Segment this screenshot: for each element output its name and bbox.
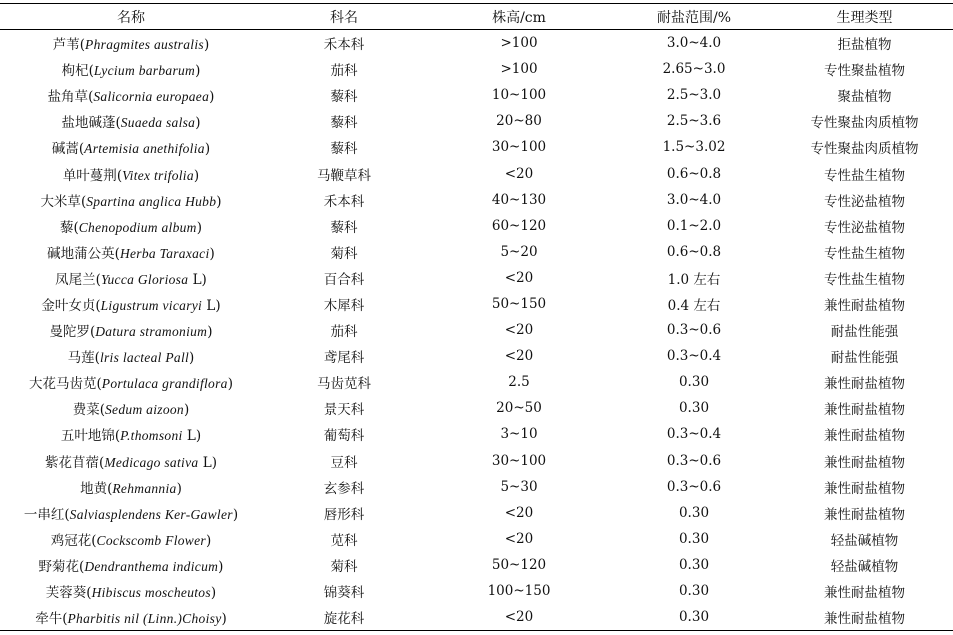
table-row xyxy=(0,239,953,265)
plant-latin-suffix: L xyxy=(198,454,212,471)
cell-height: 10~100 xyxy=(491,87,547,104)
header-row xyxy=(0,4,953,30)
plant-chinese-name: 盐角草 xyxy=(47,89,89,106)
plant-latin-name: Herba Taraxaci xyxy=(119,245,210,261)
cell-family: 禾本科 xyxy=(323,37,365,54)
cell-plant-name xyxy=(0,343,262,369)
plant-latin-name: Medicago sativa xyxy=(104,454,199,470)
cell-physiological-type: 专性聚盐肉质植物 xyxy=(810,115,919,132)
plant-chinese-name: 芙蓉葵 xyxy=(45,585,87,602)
cell-physiological-type: 兼性耐盐植物 xyxy=(824,454,905,471)
cell-physiological-type: 兼性耐盐植物 xyxy=(824,402,905,419)
table-body xyxy=(0,30,953,631)
table-row xyxy=(0,82,953,108)
cell-salt-range: 1.5~3.02 xyxy=(662,139,726,156)
cell-physiological-type: 兼性耐盐植物 xyxy=(824,611,905,628)
plant-latin-name: Salicornia europaea xyxy=(93,89,210,105)
plant-chinese-name: 大花马齿苋 xyxy=(29,376,97,393)
paren-open: ( xyxy=(99,454,105,471)
cell-salt-range: 3.0~4.0 xyxy=(666,191,722,208)
plant-chinese-name: 枸杞 xyxy=(61,63,89,80)
cell-physiological-type: 耐盐性能强 xyxy=(830,324,899,341)
cell-salt-range: 0.3~0.6 xyxy=(666,322,722,339)
cell-family: 藜科 xyxy=(330,219,358,236)
table-row xyxy=(0,265,953,291)
table-row xyxy=(0,187,953,213)
cell-family: 藜科 xyxy=(330,115,358,132)
table-row xyxy=(0,578,953,604)
table-row xyxy=(0,160,953,186)
cell-height: 30~100 xyxy=(491,139,547,156)
cell-family: 木犀科 xyxy=(323,297,365,314)
plant-chinese-name: 碱蒿 xyxy=(51,141,79,158)
table-row xyxy=(0,343,953,369)
cell-height: 30~100 xyxy=(491,452,547,469)
paren-close: ) xyxy=(201,271,207,288)
plant-chinese-name: 金叶女贞 xyxy=(41,297,96,314)
plant-chinese-name: 大米草 xyxy=(40,193,81,210)
cell-physiological-type: 拒盐植物 xyxy=(837,37,892,54)
plant-table-container xyxy=(0,3,953,631)
cell-family: 玄参科 xyxy=(323,480,365,497)
plant-chinese-name: 凤尾兰 xyxy=(55,271,96,288)
header-family: 科名 xyxy=(330,9,358,26)
cell-family: 葡萄科 xyxy=(323,428,365,445)
cell-salt-range: 0.3~0.6 xyxy=(666,452,722,469)
plant-chinese-name: 单叶蔓荆 xyxy=(62,167,117,184)
paren-close: ) xyxy=(183,402,190,419)
paren-open: ( xyxy=(114,245,120,262)
cell-family: 百合科 xyxy=(323,271,365,288)
cell-family: 茄科 xyxy=(330,63,358,80)
cell-height: 2.5 xyxy=(508,374,530,391)
cell-height: 100~150 xyxy=(487,583,551,600)
cell-height: 5~20 xyxy=(500,243,538,260)
paren-close: ) xyxy=(176,480,182,497)
plant-latin-name: Cockscomb Flower xyxy=(96,532,206,548)
cell-physiological-type: 专性泌盐植物 xyxy=(824,219,905,236)
cell-family: 茄科 xyxy=(330,324,358,341)
cell-physiological-type: 轻盐碱植物 xyxy=(830,532,899,549)
header-height: 株高/cm xyxy=(492,9,546,26)
cell-plant-name xyxy=(0,187,262,213)
plant-latin-name: Hibiscus moscheutos xyxy=(91,585,211,601)
paren-close: ) xyxy=(209,245,215,262)
plant-chinese-name: 紫花苜蓿 xyxy=(45,454,100,471)
cell-salt-range: 2.65~3.0 xyxy=(662,61,726,78)
paren-open: ( xyxy=(89,324,96,341)
cell-height: <20 xyxy=(504,269,534,286)
paren-open: ( xyxy=(95,297,101,314)
cell-physiological-type: 专性盐生植物 xyxy=(824,271,905,288)
cell-salt-range: 0.4 左右 xyxy=(667,297,721,314)
cell-family: 藜科 xyxy=(330,89,358,106)
paren-close: ) xyxy=(216,193,222,210)
paren-open: ( xyxy=(96,376,102,393)
paren-open: ( xyxy=(86,585,92,602)
cell-physiological-type: 兼性耐盐植物 xyxy=(824,506,905,523)
cell-family: 马鞭草科 xyxy=(317,167,371,184)
plant-chinese-name: 牵牛 xyxy=(35,611,63,628)
paren-open: ( xyxy=(79,37,86,54)
cell-salt-range: 0.30 xyxy=(678,504,710,521)
paren-open: ( xyxy=(116,167,123,184)
paren-open: ( xyxy=(78,141,85,158)
plant-chinese-name: 曼陀罗 xyxy=(49,324,90,341)
cell-physiological-type: 专性聚盐肉质植物 xyxy=(810,141,919,158)
cell-family: 唇形科 xyxy=(323,506,365,523)
cell-physiological-type: 兼性耐盐植物 xyxy=(824,480,905,497)
plant-latin-name: Datura stramonium xyxy=(95,324,208,340)
plant-latin-name: Ligustrum vicaryi xyxy=(100,297,203,313)
cell-physiological-type: 专性盐生植物 xyxy=(824,245,905,262)
cell-plant-name xyxy=(0,474,262,500)
table-row xyxy=(0,604,953,631)
cell-plant-name xyxy=(0,108,262,134)
table-row xyxy=(0,552,953,578)
cell-family: 藜科 xyxy=(330,141,358,158)
paren-close: ) xyxy=(215,297,221,314)
paren-open: ( xyxy=(64,506,70,523)
cell-salt-range: 1.0 左右 xyxy=(667,271,721,288)
paren-close: ) xyxy=(189,350,195,367)
table-row xyxy=(0,291,953,317)
cell-height: <20 xyxy=(504,165,534,182)
plant-chinese-name: 费菜 xyxy=(72,402,100,419)
table-row xyxy=(0,448,953,474)
cell-family: 马齿苋科 xyxy=(317,376,371,393)
header-physiological-type: 生理类型 xyxy=(836,9,893,26)
cell-plant-name xyxy=(0,421,262,447)
table-row xyxy=(0,369,953,395)
table-row xyxy=(0,395,953,421)
plant-chinese-name: 碱地蒲公英 xyxy=(47,245,115,262)
paren-open: ( xyxy=(94,350,100,367)
cell-height: <20 xyxy=(504,348,534,365)
paren-close: ) xyxy=(209,89,215,106)
cell-physiological-type: 专性盐生植物 xyxy=(824,167,905,184)
cell-height: <20 xyxy=(504,609,534,626)
paren-close: ) xyxy=(195,63,201,80)
cell-family: 菊科 xyxy=(330,558,358,575)
cell-physiological-type: 聚盐植物 xyxy=(837,89,892,106)
plant-latin-name: Phragmites australis xyxy=(85,37,204,53)
cell-physiological-type: 兼性耐盐植物 xyxy=(824,428,905,445)
table-row xyxy=(0,526,953,552)
paren-close: ) xyxy=(221,611,227,628)
table-row xyxy=(0,213,953,239)
cell-salt-range: 2.5~3.6 xyxy=(666,113,722,130)
plant-latin-suffix: L xyxy=(202,297,216,314)
cell-plant-name xyxy=(0,369,262,395)
cell-family: 鸢尾科 xyxy=(323,350,365,367)
cell-salt-range: 0.3~0.6 xyxy=(666,478,722,495)
header-name: 名称 xyxy=(117,9,145,26)
paren-open: ( xyxy=(107,480,113,497)
paren-close: ) xyxy=(232,506,239,523)
cell-height: 50~150 xyxy=(491,295,547,312)
paren-open: ( xyxy=(114,428,121,445)
cell-plant-name xyxy=(0,604,262,631)
plant-latin-name: Dendranthema indicum xyxy=(84,558,219,574)
cell-plant-name xyxy=(0,160,262,186)
cell-salt-range: 0.30 xyxy=(678,374,710,391)
paren-close: ) xyxy=(195,115,201,132)
cell-physiological-type: 专性聚盐植物 xyxy=(824,63,905,80)
cell-family: 豆科 xyxy=(330,454,358,471)
plant-chinese-name: 鸡冠花 xyxy=(50,532,92,549)
cell-salt-range: 0.30 xyxy=(678,400,710,417)
cell-family: 锦葵科 xyxy=(323,585,365,602)
paren-close: ) xyxy=(203,37,210,54)
cell-family: 景天科 xyxy=(323,402,365,419)
cell-height: 40~130 xyxy=(491,191,547,208)
table-row xyxy=(0,56,953,82)
table-row xyxy=(0,421,953,447)
cell-plant-name xyxy=(0,82,262,108)
cell-plant-name xyxy=(0,239,262,265)
paren-close: ) xyxy=(205,532,212,549)
cell-family: 禾本科 xyxy=(323,193,365,210)
cell-plant-name xyxy=(0,317,262,343)
cell-plant-name xyxy=(0,291,262,317)
cell-plant-name xyxy=(0,448,262,474)
cell-family: 苋科 xyxy=(330,532,358,549)
cell-plant-name xyxy=(0,552,262,578)
cell-height: <20 xyxy=(504,322,534,339)
cell-salt-range: 0.6~0.8 xyxy=(666,165,722,182)
plant-latin-name: lris lacteal Pall xyxy=(99,350,190,366)
plant-latin-name: Sedum aizoon xyxy=(105,402,184,418)
cell-salt-range: 3.0~4.0 xyxy=(666,35,722,52)
plant-latin-name: Rehmannia xyxy=(112,480,177,496)
cell-height: <20 xyxy=(504,530,534,547)
plant-latin-name: Salviasplendens Ker-Gawler xyxy=(69,506,233,522)
plant-chinese-name: 地黄 xyxy=(80,480,108,497)
cell-height: >100 xyxy=(500,61,538,78)
cell-plant-name xyxy=(0,265,262,291)
cell-salt-range: 0.30 xyxy=(678,609,710,626)
paren-open: ( xyxy=(88,89,94,106)
salt-tolerant-plants-table xyxy=(0,3,953,631)
paren-close: ) xyxy=(227,376,233,393)
plant-chinese-name: 藜 xyxy=(59,219,74,236)
paren-close: ) xyxy=(210,585,217,602)
paren-close: ) xyxy=(207,324,213,341)
cell-salt-range: 0.3~0.4 xyxy=(666,348,722,365)
plant-latin-name: Portulaca grandiflora xyxy=(101,376,228,392)
paren-open: ( xyxy=(79,558,85,575)
cell-plant-name xyxy=(0,134,262,160)
cell-height: 5~30 xyxy=(500,478,538,495)
paren-open: ( xyxy=(88,63,94,80)
header-salt-range: 耐盐范围/% xyxy=(656,9,732,26)
cell-height: 20~80 xyxy=(496,113,542,130)
plant-latin-name: Suaeda salsa xyxy=(120,115,196,131)
cell-family: 旋花科 xyxy=(323,611,365,628)
table-row xyxy=(0,30,953,57)
cell-salt-range: 0.30 xyxy=(678,530,710,547)
paren-open: ( xyxy=(115,115,121,132)
plant-latin-name: Chenopodium album xyxy=(78,219,197,235)
paren-open: ( xyxy=(95,271,101,288)
cell-plant-name xyxy=(0,213,262,239)
plant-latin-name: P.thomsoni xyxy=(120,428,183,444)
cell-plant-name xyxy=(0,56,262,82)
cell-height: 20~50 xyxy=(496,400,542,417)
cell-height: 3~10 xyxy=(500,426,538,443)
cell-salt-range: 0.1~2.0 xyxy=(666,217,722,234)
paren-close: ) xyxy=(204,141,211,158)
cell-salt-range: 0.30 xyxy=(678,583,710,600)
table-row xyxy=(0,317,953,343)
plant-latin-name: Lycium barbarum xyxy=(93,63,196,79)
table-header xyxy=(0,4,953,30)
cell-physiological-type: 耐盐性能强 xyxy=(830,350,899,367)
table-row xyxy=(0,134,953,160)
cell-height: >100 xyxy=(500,35,538,52)
cell-salt-range: 0.30 xyxy=(678,556,710,573)
plant-latin-suffix: L xyxy=(188,271,202,288)
cell-plant-name xyxy=(0,395,262,421)
plant-latin-name: Yucca Gloriosa xyxy=(100,271,189,287)
cell-height: 50~120 xyxy=(491,556,547,573)
paren-close: ) xyxy=(195,428,202,445)
cell-salt-range: 2.5~3.0 xyxy=(666,87,722,104)
paren-open: ( xyxy=(80,193,87,210)
cell-plant-name xyxy=(0,30,262,57)
cell-physiological-type: 专性泌盐植物 xyxy=(824,193,905,210)
paren-open: ( xyxy=(91,532,97,549)
plant-latin-name: Artemisia anethifolia xyxy=(84,141,205,157)
paren-close: ) xyxy=(193,167,200,184)
paren-open: ( xyxy=(73,219,79,236)
plant-chinese-name: 盐地碱蓬 xyxy=(61,115,116,132)
cell-plant-name xyxy=(0,578,262,604)
plant-chinese-name: 野菊花 xyxy=(38,558,80,575)
cell-plant-name xyxy=(0,526,262,552)
cell-salt-range: 0.6~0.8 xyxy=(666,243,722,260)
table-row xyxy=(0,500,953,526)
cell-height: 60~120 xyxy=(491,217,547,234)
cell-physiological-type: 轻盐碱植物 xyxy=(830,558,899,575)
plant-latin-name: Vitex trifolia xyxy=(122,167,194,183)
cell-height: <20 xyxy=(504,504,534,521)
cell-physiological-type: 兼性耐盐植物 xyxy=(824,376,905,393)
plant-latin-suffix: L xyxy=(182,428,196,445)
cell-plant-name xyxy=(0,500,262,526)
paren-close: ) xyxy=(211,454,217,471)
paren-open: ( xyxy=(62,611,68,628)
paren-close: ) xyxy=(218,558,224,575)
table-row xyxy=(0,474,953,500)
paren-open: ( xyxy=(99,402,105,419)
plant-chinese-name: 五叶地锦 xyxy=(60,428,115,445)
paren-close: ) xyxy=(196,219,203,236)
plant-latin-name: Pharbitis nil (Linn.)Choisy xyxy=(67,611,222,627)
cell-physiological-type: 兼性耐盐植物 xyxy=(824,297,905,314)
cell-physiological-type: 兼性耐盐植物 xyxy=(824,585,905,602)
cell-salt-range: 0.3~0.4 xyxy=(666,426,722,443)
cell-family: 菊科 xyxy=(330,245,358,262)
plant-chinese-name: 马莲 xyxy=(67,350,95,367)
plant-chinese-name: 芦苇 xyxy=(52,37,80,54)
plant-latin-name: Spartina anglica Hubb xyxy=(86,193,217,209)
plant-chinese-name: 一串红 xyxy=(23,506,65,523)
table-row xyxy=(0,108,953,134)
